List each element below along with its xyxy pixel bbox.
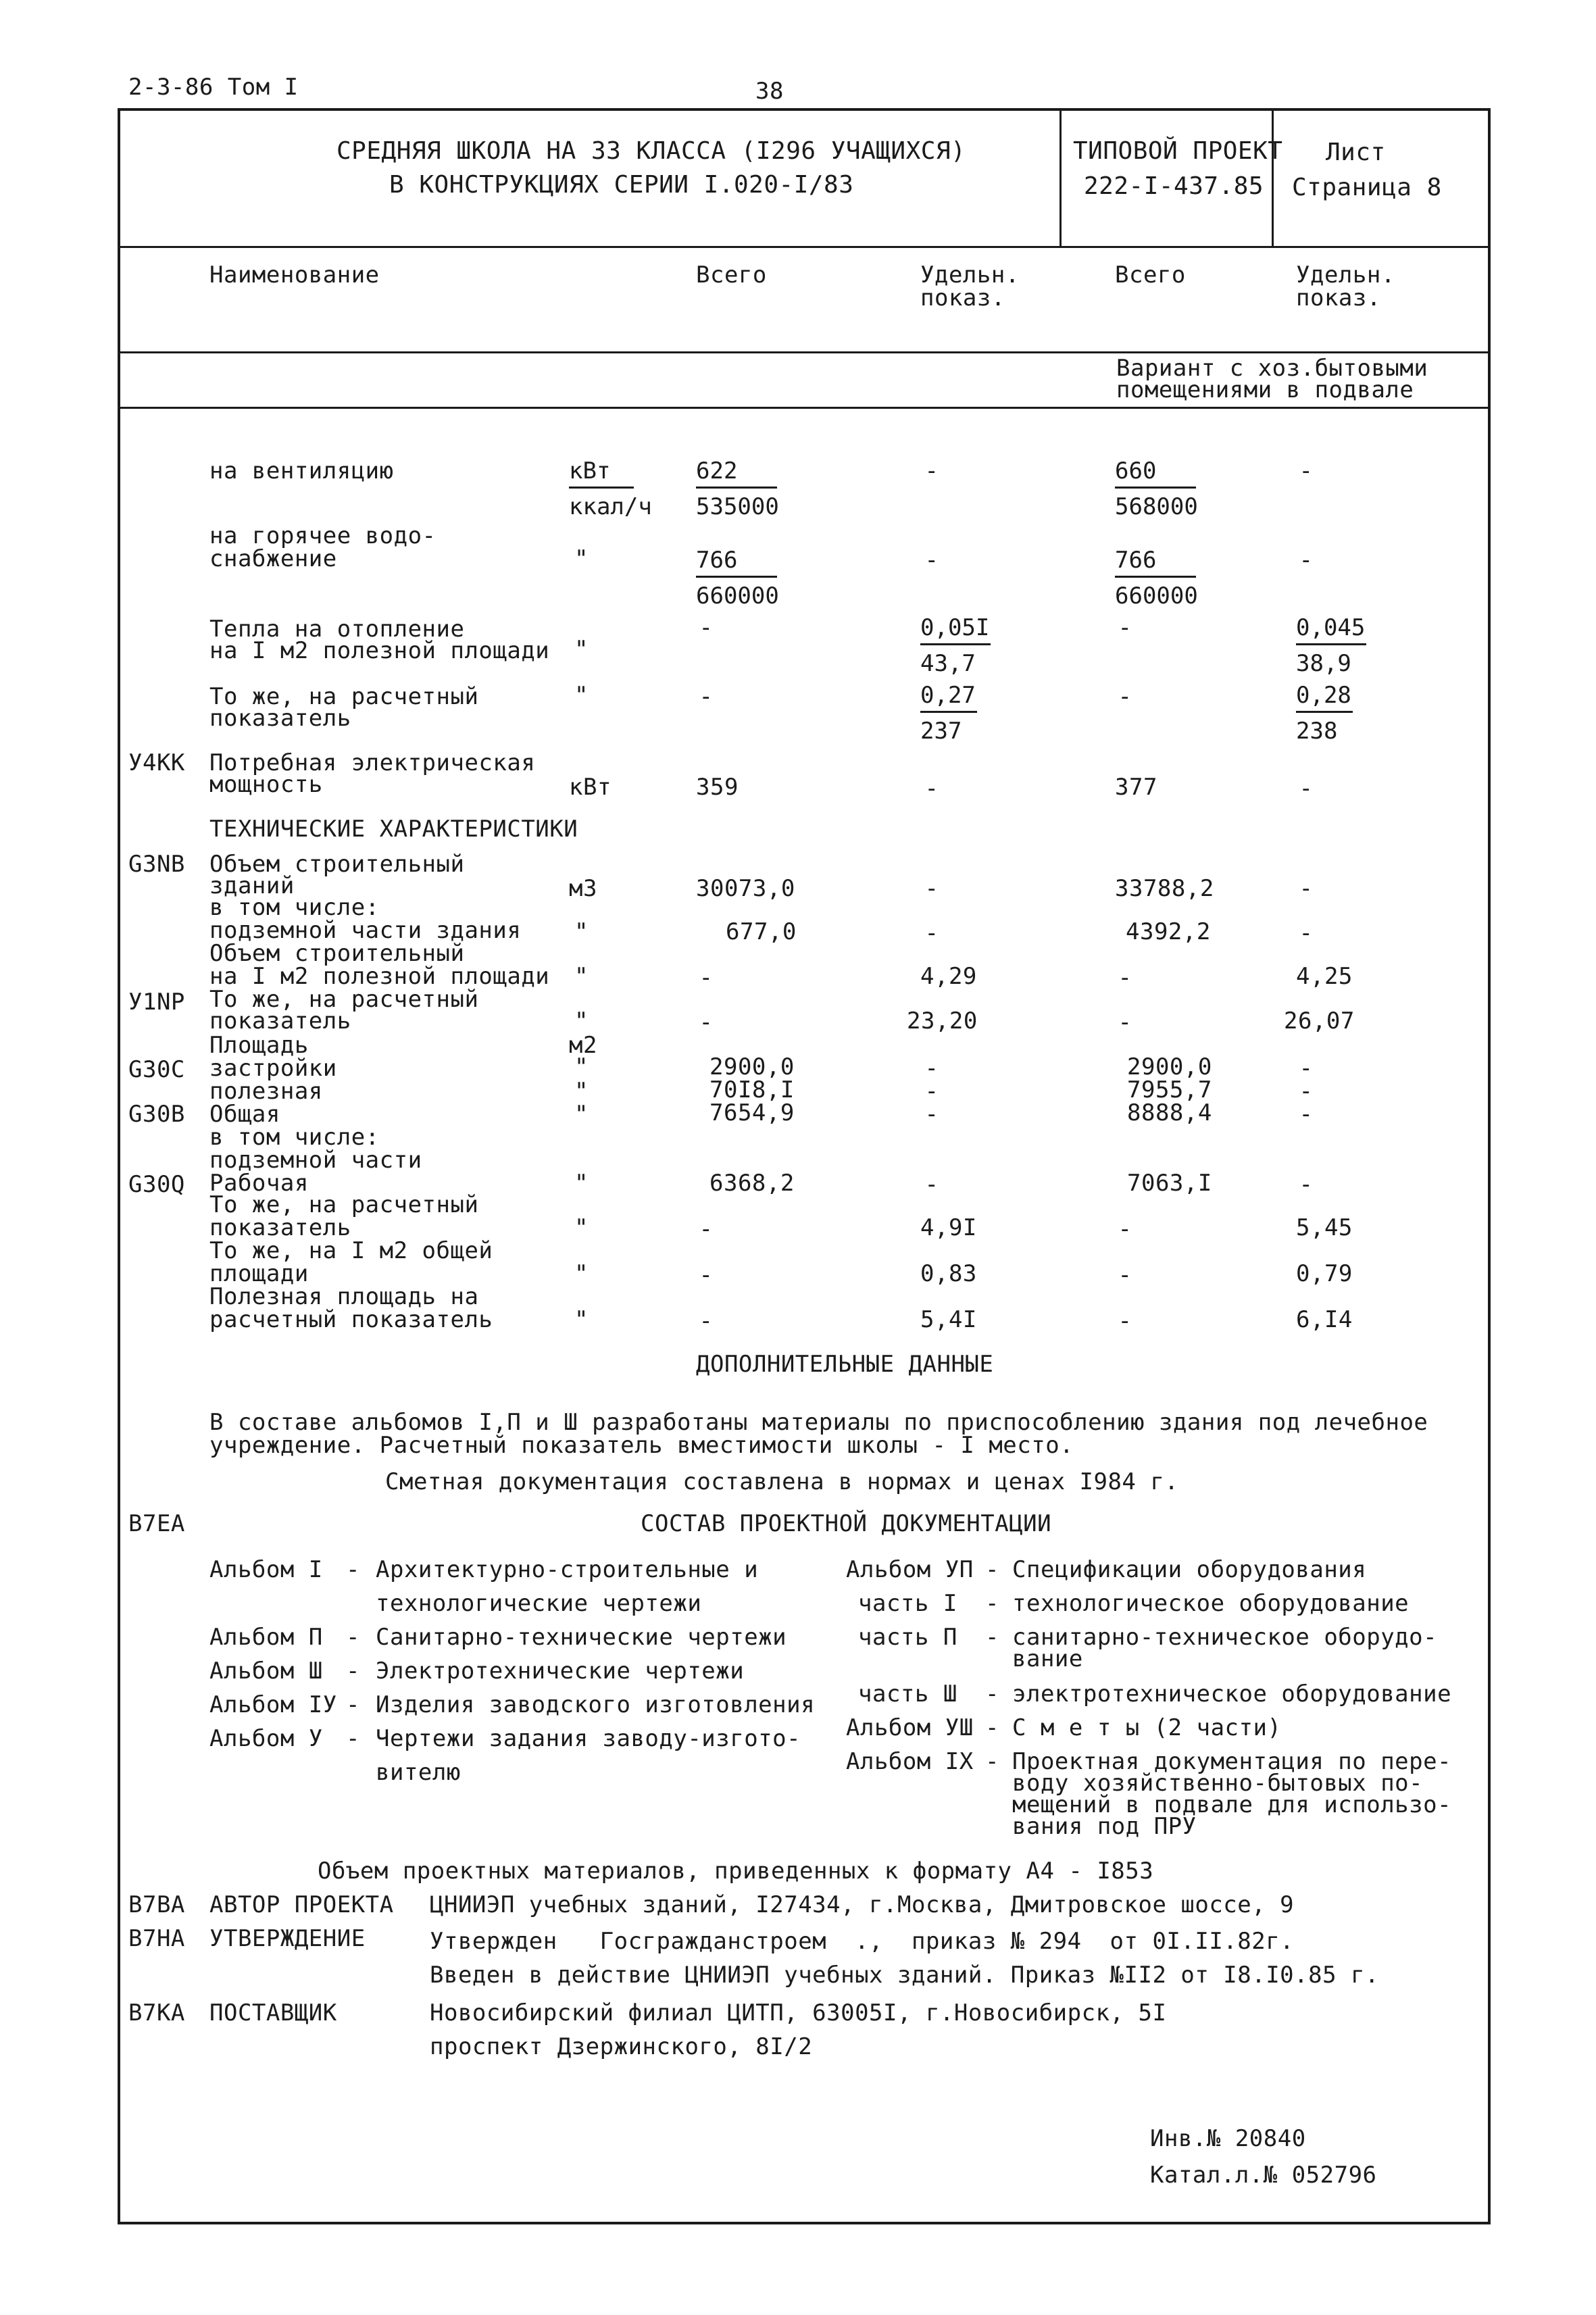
tech-volume-per-indicator-spec-2: 26,07	[1284, 1007, 1355, 1035]
row-heat-spec-2-top: 0,045	[1296, 616, 1366, 645]
tech-working-area-total-2: 7063,I	[1127, 1170, 1212, 1197]
row-heat-name-1: Тепла на отопление	[209, 616, 465, 643]
docs-right-text: вание	[1012, 1645, 1083, 1672]
frame-top	[118, 108, 1491, 111]
docs-volume: Объем проектных материалов, приведенных к формату А4 - I853	[318, 1858, 1154, 1885]
row-heat-total-2: -	[1118, 614, 1132, 641]
docs-right-label: часть П	[858, 1624, 957, 1651]
docs-right-dash: -	[985, 1590, 999, 1617]
docs-left-dash: -	[346, 1691, 360, 1718]
tech-name: на I м2 полезной площади	[209, 963, 550, 990]
tech-unit: м2	[569, 1032, 597, 1059]
tech-name: Полезная площадь на	[209, 1283, 479, 1310]
tech-unit: "	[574, 1170, 589, 1197]
tech-useful-area-spec-1: -	[924, 1078, 939, 1105]
row-vent-units	[569, 459, 652, 518]
project-label: ТИПОВОЙ ПРОЕКТ	[1073, 137, 1283, 165]
tech-volume-per-m2-spec-2: 4,25	[1296, 963, 1353, 990]
tech-code-g30q: G30Q	[128, 1171, 185, 1198]
docs-right-text: технологическое оборудование	[1012, 1590, 1410, 1617]
docs-right-text: санитарно-техническое оборудо-	[1012, 1624, 1438, 1651]
docs-left-text: Изделия заводского изготовления	[376, 1691, 816, 1718]
supplier-code: В7КА	[128, 1999, 185, 2026]
docs-right-dash: -	[985, 1556, 999, 1583]
title-line-1: СРЕДНЯЯ ШКОЛА НА 33 КЛАССА (I296 УЧАЩИХСЯ)	[336, 137, 966, 165]
row-hw-total-2-bottom: 660000	[1115, 582, 1198, 609]
extra-para-line-2: учреждение. Расчетный показатель вместимости школы - I место.	[209, 1432, 1074, 1459]
variant-line-2: помещениями в подвале	[1116, 376, 1414, 403]
docs-right-dash: -	[985, 1714, 999, 1741]
docs-right-text: вания под ПРУ	[1012, 1813, 1197, 1840]
row-vent-spec-2: -	[1299, 457, 1314, 484]
docs-code: В7ЕА	[128, 1510, 185, 1537]
col-spec-1-line-2: показ.	[920, 284, 1005, 312]
docs-right-dash: -	[985, 1681, 999, 1708]
tech-working-area-spec-1: -	[924, 1171, 939, 1198]
row-vent-total-2	[1115, 459, 1198, 518]
author-code: В7ВА	[128, 1891, 185, 1918]
tech-name: полезная	[209, 1078, 323, 1105]
row-same-unit: "	[574, 682, 589, 709]
frame-left	[118, 108, 120, 2224]
header-divider-1	[1059, 108, 1062, 247]
docs-left-text: вителю	[376, 1759, 461, 1786]
row-same-name-2: показатель	[209, 705, 351, 732]
tech-name: Рабочая	[209, 1170, 309, 1197]
docs-left-dash: -	[346, 1624, 360, 1651]
tech-name: подземной части	[209, 1147, 422, 1174]
tech-name: То же, на расчетный	[209, 1191, 479, 1218]
tech-name: То же, на I м2 общей	[209, 1237, 493, 1264]
tech-useful-per-indicator-spec-2: 6,I4	[1296, 1306, 1353, 1333]
tech-name: зданий	[209, 872, 295, 899]
docs-right-label: Альбом УШ	[846, 1714, 974, 1741]
row-vent-total-2-top: 660	[1115, 459, 1196, 489]
row-vent-name: на вентиляцию	[209, 457, 394, 484]
tech-unit: "	[574, 1053, 589, 1080]
title-line-2: В КОНСТРУКЦИЯХ СЕРИИ I.020-I/83	[389, 171, 854, 199]
docs-left-text: Чертежи задания заводу-изгото-	[376, 1725, 801, 1752]
row-power-total-1: 359	[696, 774, 739, 801]
project-number: 222-I-437.85	[1084, 172, 1264, 200]
row-hw-total-2-top: 766	[1115, 549, 1196, 578]
row-heat-unit: "	[574, 636, 589, 663]
tech-built-area-total-2: 2900,0	[1127, 1053, 1212, 1080]
col-spec-1-line-1: Удельн.	[920, 262, 1020, 289]
variant-line-1: Вариант с хоз.бытовыми	[1116, 355, 1428, 382]
supplier-line-2: проспект Дзержинского, 8I/2	[430, 2033, 813, 2060]
tech-name: застройки	[209, 1055, 337, 1082]
row-heat-spec-1-top: 0,05I	[920, 616, 991, 645]
tech-working-area-spec-2: -	[1299, 1171, 1314, 1198]
tech-name: То же, на расчетный	[209, 986, 479, 1013]
tech-building-volume-spec-2: -	[1299, 875, 1314, 902]
column-header-rule	[118, 351, 1491, 353]
row-hw-spec-1: -	[924, 547, 939, 574]
row-power-unit: кВт	[569, 774, 612, 801]
tech-total-area-spec-2: -	[1299, 1101, 1314, 1128]
row-power-total-2: 377	[1115, 774, 1157, 801]
tech-name: показатель	[209, 1007, 351, 1035]
tech-useful-per-indicator-total-2: -	[1118, 1308, 1132, 1335]
row-power-name-2: мощность	[209, 771, 323, 798]
tech-useful-per-indicator-total-1: -	[699, 1308, 714, 1335]
docs-right-text: электротехническое оборудование	[1012, 1681, 1452, 1708]
tech-name: площади	[209, 1260, 309, 1287]
tech-name: Общая	[209, 1101, 280, 1128]
row-hw-unit: "	[574, 545, 589, 572]
tech-name: в том числе:	[209, 894, 380, 921]
docs-right-label: часть Ш	[858, 1681, 957, 1708]
sheet-page: Страница 8	[1292, 174, 1442, 201]
col-spec-2-line-2: показ.	[1296, 284, 1381, 312]
tech-built-area-spec-1: -	[924, 1055, 939, 1082]
row-hw-total-1	[696, 549, 779, 607]
extra-para-line-1: В составе альбомов I,П и Ш разработаны материалы по приспособлению здания под лечебное	[209, 1409, 1428, 1436]
tech-building-volume-total-1: 30073,0	[696, 875, 795, 902]
docs-left-dash: -	[346, 1658, 360, 1685]
docs-right-dash: -	[985, 1748, 999, 1775]
tech-code-g30b: G30B	[128, 1101, 185, 1128]
docs-left-label: Альбом IУ	[209, 1691, 337, 1718]
tech-area-per-indicator-total-1: -	[699, 1216, 714, 1243]
tech-useful-area-total-2: 7955,7	[1127, 1076, 1212, 1103]
row-hw-name-2: снабжение	[209, 545, 337, 572]
row-vent-unit-1: кВт	[569, 459, 634, 489]
row-vent-total-1-bottom: 535000	[696, 493, 779, 520]
row-power-spec-2: -	[1299, 775, 1314, 802]
tech-area-per-m2-total-spec-1: 0,83	[920, 1260, 977, 1287]
row-vent-total-1-top: 622	[696, 459, 777, 489]
tech-building-volume-total-2: 33788,2	[1115, 875, 1214, 902]
row-power-spec-1: -	[924, 775, 939, 802]
row-same-spec-2-bottom: 238	[1296, 718, 1338, 745]
tech-useful-area-total-1: 70I8,I	[709, 1076, 795, 1103]
tech-total-area-spec-1: -	[924, 1101, 939, 1128]
extra-heading: ДОПОЛНИТЕЛЬНЫЕ ДАННЫЕ	[696, 1351, 994, 1378]
row-heat-name-2: на I м2 полезной площади	[209, 637, 550, 664]
tech-underground-spec-2: -	[1299, 920, 1314, 947]
docs-right-text: С м е т ы (2 части)	[1012, 1714, 1282, 1741]
tech-name: Площадь	[209, 1032, 309, 1059]
row-same-spec-1-top: 0,27	[920, 684, 977, 713]
docs-right-text: Проектная документация по пере-	[1012, 1748, 1452, 1775]
tech-built-area-total-1: 2900,0	[709, 1053, 795, 1080]
docs-right-dash: -	[985, 1624, 999, 1651]
tech-name: расчетный показатель	[209, 1306, 493, 1333]
col-spec-2-line-1: Удельн.	[1296, 262, 1395, 289]
tech-built-area-spec-2: -	[1299, 1055, 1314, 1082]
row-power-name-1: Потребная электрическая	[209, 749, 536, 776]
tech-volume-per-m2-spec-1: 4,29	[920, 963, 977, 990]
supplier-line-1: Новосибирский филиал ЦИТП, 63005I, г.Новосибирск, 5I	[430, 1999, 1167, 2026]
tech-code-g30c: G30C	[128, 1056, 185, 1083]
approval-line-1: Утвержден Госгражданстроем ., приказ № 294 от 0I.II.82г.	[430, 1928, 1295, 1955]
row-hw-total-2	[1115, 549, 1198, 607]
tech-building-volume-spec-1: -	[924, 875, 939, 902]
tech-area-per-m2-total-total-1: -	[699, 1262, 714, 1289]
tech-unit: м3	[569, 875, 597, 902]
docs-right-text: Спецификации оборудования	[1012, 1556, 1367, 1583]
tech-area-per-indicator-spec-1: 4,9I	[920, 1214, 977, 1241]
docs-right-text: мещений в подвале для использо-	[1012, 1791, 1452, 1818]
docs-left-label: Альбом I	[209, 1556, 323, 1583]
row-vent-unit-2: ккал/ч	[569, 493, 652, 520]
docs-left-text: Санитарно-технические чертежи	[376, 1624, 787, 1651]
row-same-spec-1-bottom: 237	[920, 718, 962, 745]
row-same-spec-2	[1296, 684, 1353, 743]
row-heat-total-1: -	[699, 614, 714, 641]
tech-unit: "	[574, 1260, 589, 1287]
author-text: ЦНИИЭП учебных зданий, I27434, г.Москва, Дмитровское шоссе, 9	[430, 1891, 1295, 1918]
tech-name: Объем строительный	[209, 940, 465, 967]
tech-volume-per-indicator-spec-1: 23,20	[907, 1007, 978, 1035]
tech-unit: "	[574, 918, 589, 945]
sheet-label: Лист	[1326, 139, 1386, 166]
tech-useful-area-spec-2: -	[1299, 1078, 1314, 1105]
supplier-label: ПОСТАВЩИК	[209, 1999, 337, 2026]
row-heat-spec-2	[1296, 616, 1366, 675]
page-number: 38	[755, 78, 784, 105]
frame-bottom	[118, 2222, 1491, 2224]
row-same-name-1: То же, на расчетный	[209, 683, 479, 710]
extra-estimate: Сметная документация составлена в нормах и ценах I984 г.	[385, 1468, 1179, 1495]
docs-right-label: Альбом УП	[846, 1556, 974, 1583]
row-same-spec-2-top: 0,28	[1296, 684, 1353, 713]
row-heat-spec-1	[920, 616, 991, 675]
row-power-code: У4КК	[128, 749, 185, 776]
row-heat-spec-1-bottom: 43,7	[920, 650, 976, 677]
docs-left-text: Электротехнические чертежи	[376, 1658, 745, 1685]
tech-volume-per-m2-total-2: -	[1118, 964, 1132, 991]
tech-unit: "	[574, 963, 589, 990]
row-same-spec-1	[920, 684, 977, 743]
row-vent-total-2-bottom: 568000	[1115, 493, 1198, 520]
tech-name: показатель	[209, 1214, 351, 1241]
col-name: Наименование	[209, 262, 380, 289]
row-vent-spec-1: -	[924, 457, 939, 484]
tech-area-per-m2-total-total-2: -	[1118, 1262, 1132, 1289]
docs-left-dash: -	[346, 1725, 360, 1752]
catalog-number: Катал.л.№ 052796	[1150, 2162, 1377, 2189]
docs-left-label: Альбом П	[209, 1624, 323, 1651]
variant-rule	[118, 407, 1491, 409]
tech-working-area-total-1: 6368,2	[709, 1170, 795, 1197]
tech-unit: "	[574, 1078, 589, 1105]
docs-left-label: Альбом У	[209, 1725, 323, 1752]
row-same-total-1: -	[699, 683, 714, 710]
tech-area-per-indicator-total-2: -	[1118, 1216, 1132, 1243]
docs-left-text: Архитектурно-строительные и	[376, 1556, 759, 1583]
col-total-2: Всего	[1115, 262, 1186, 289]
docs-left-text: технологические чертежи	[376, 1590, 702, 1617]
tech-total-area-total-1: 7654,9	[709, 1099, 795, 1126]
tech-volume-per-indicator-total-1: -	[699, 1009, 714, 1036]
approval-line-2: Введен в действие ЦНИИЭП учебных зданий. Приказ №II2 от I8.I0.85 г.	[430, 1962, 1379, 1989]
header-bottom-rule	[118, 246, 1491, 248]
frame-right	[1488, 108, 1491, 2224]
tech-code-u1np: У1NP	[128, 989, 185, 1016]
tech-unit: "	[574, 1306, 589, 1333]
author-label: АВТОР ПРОЕКТА	[209, 1891, 394, 1918]
docs-right-label: Альбом IX	[846, 1748, 974, 1775]
tech-name: в том числе:	[209, 1124, 380, 1151]
approval-label: УТВЕРЖДЕНИЕ	[209, 1925, 366, 1952]
row-hw-spec-2: -	[1299, 547, 1314, 574]
header-divider-2	[1272, 108, 1274, 247]
docs-right-text: воду хозяйственно-бытовых по-	[1012, 1770, 1424, 1797]
tech-underground-spec-1: -	[924, 920, 939, 947]
tech-unit: "	[574, 1007, 589, 1035]
docs-heading: СОСТАВ ПРОЕКТНОЙ ДОКУМЕНТАЦИИ	[641, 1510, 1052, 1537]
docs-left-label: Альбом Ш	[209, 1658, 323, 1685]
series-label: 2-3-86 Том I	[128, 74, 299, 101]
tech-underground-total-1: 677,0	[726, 918, 797, 945]
row-same-total-2: -	[1118, 683, 1132, 710]
approval-code: В7НА	[128, 1925, 185, 1952]
row-hw-total-1-bottom: 660000	[696, 582, 779, 609]
tech-heading: ТЕХНИЧЕСКИЕ ХАРАКТЕРИСТИКИ	[209, 816, 578, 843]
inventory-number: Инв.№ 20840	[1150, 2125, 1306, 2152]
tech-total-area-total-2: 8888,4	[1127, 1099, 1212, 1126]
docs-left-dash: -	[346, 1556, 360, 1583]
tech-underground-total-2: 4392,2	[1126, 918, 1211, 945]
tech-useful-per-indicator-spec-1: 5,4I	[920, 1306, 977, 1333]
tech-volume-per-indicator-total-2: -	[1118, 1009, 1132, 1036]
tech-area-per-indicator-spec-2: 5,45	[1296, 1214, 1353, 1241]
tech-unit: "	[574, 1101, 589, 1128]
tech-unit: "	[574, 1214, 589, 1241]
row-vent-total-1	[696, 459, 779, 518]
tech-volume-per-m2-total-1: -	[699, 964, 714, 991]
row-hw-name-1: на горячее водо-	[209, 522, 437, 549]
tech-name: подземной части здания	[209, 917, 522, 944]
tech-name: Объем строительный	[209, 851, 465, 878]
row-hw-total-1-top: 766	[696, 549, 777, 578]
tech-area-per-m2-total-spec-2: 0,79	[1296, 1260, 1353, 1287]
row-heat-spec-2-bottom: 38,9	[1296, 650, 1351, 677]
docs-right-label: часть I	[858, 1590, 957, 1617]
tech-code-g3nb: G3NB	[128, 851, 185, 878]
col-total-1: Всего	[696, 262, 767, 289]
